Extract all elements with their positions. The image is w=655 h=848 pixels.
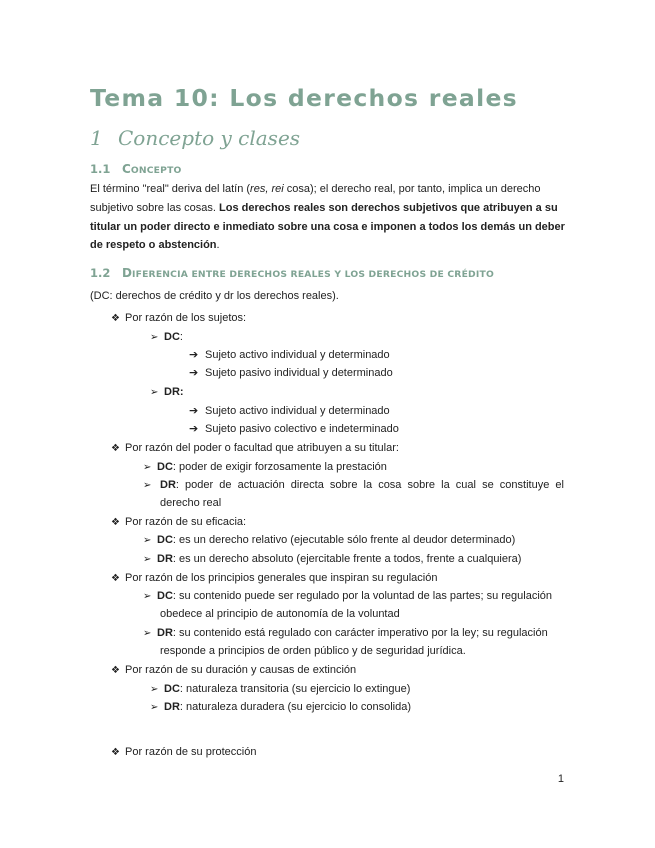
concept-definition: Los derechos reales son derechos subjetivos que atribuyen a su titular un poder directo e inmediato sobre una cosa e imponen a todos los demás un deber de respeto o abstención xyxy=(90,201,565,252)
sujetos-dr xyxy=(150,385,184,400)
list-item-proteccion xyxy=(111,745,256,760)
sujetos-dc xyxy=(150,330,183,345)
chevron-bullet-icon: ➢ xyxy=(143,628,152,639)
principios-dc xyxy=(143,589,552,604)
list-item-label: Por razón de su duración y causas de extinción xyxy=(125,664,357,676)
chevron-bullet-icon: ➢ xyxy=(150,332,159,343)
section-heading-1 xyxy=(90,126,300,150)
diamond-bullet-icon: ❖ xyxy=(111,443,120,454)
concept-paragraph xyxy=(90,180,568,255)
arrow-bullet-icon: ➔ xyxy=(189,423,199,435)
dr-label: DR xyxy=(164,701,180,713)
chevron-bullet-icon: ➢ xyxy=(150,684,159,695)
sujetos-dr-item-2 xyxy=(189,422,399,436)
eficacia-dc xyxy=(143,533,515,548)
section-title: Concepto y clases xyxy=(118,126,301,150)
item-text: : su contenido está regulado con carácter imperativo por la ley; su regulación xyxy=(172,627,548,639)
dr-label: DR: xyxy=(164,386,184,398)
colon: : xyxy=(179,331,183,343)
sujetos-dc-item-1 xyxy=(189,348,390,362)
eficacia-dr xyxy=(143,552,521,567)
subsection-number: 1.2 xyxy=(90,266,111,280)
latin-term: res, rei xyxy=(250,183,284,195)
concept-text-1: El término "real" deriva del latín ( xyxy=(90,183,251,195)
duracion-dc xyxy=(150,682,410,697)
dr-label: DR xyxy=(157,627,173,639)
item-text: : es un derecho relativo (ejecutable sólo frente al deudor determinado) xyxy=(172,534,516,546)
principios-dc-line-2: obedece al principio de autonomía de la voluntad xyxy=(160,608,400,620)
duracion-dr xyxy=(150,700,411,715)
chevron-bullet-icon: ➢ xyxy=(143,462,152,473)
diamond-bullet-icon: ❖ xyxy=(111,313,120,324)
list-item-label: Por razón de su protección xyxy=(125,746,257,758)
list-item-poder xyxy=(111,441,399,456)
subsection-title-initial: C xyxy=(122,162,131,176)
dc-label: DC xyxy=(157,590,173,602)
item-text: : naturaleza transitoria (su ejercicio lo extingue) xyxy=(179,683,411,695)
poder-dr-line-1 xyxy=(160,478,564,492)
list-item-label: Por razón de su eficacia: xyxy=(125,516,247,528)
subsection-heading-1-2 xyxy=(90,266,494,280)
poder-dc xyxy=(143,460,387,475)
list-item-principios xyxy=(111,571,437,586)
sujetos-dr-item-1 xyxy=(189,404,390,418)
list-item-label: Por razón de los principios generales que inspiran su regulación xyxy=(125,572,438,584)
arrow-bullet-icon: ➔ xyxy=(189,349,199,361)
item-text: Sujeto pasivo colectivo e indeterminado xyxy=(205,423,399,435)
poder-dr-line-2: derecho real xyxy=(160,497,222,509)
arrow-bullet-icon: ➔ xyxy=(189,367,199,379)
diamond-bullet-icon: ❖ xyxy=(111,517,120,528)
item-text: Sujeto pasivo individual y determinado xyxy=(205,367,393,379)
dr-label: DR xyxy=(160,479,176,491)
diamond-bullet-icon: ❖ xyxy=(111,747,120,758)
list-item-sujetos xyxy=(111,311,246,326)
subsection-title-rest: IFERENCIA ENTRE DERECHOS REALES Y LOS DERECHOS DE CRÉDITO xyxy=(131,269,494,280)
dc-label: DC xyxy=(157,461,173,473)
abbreviation-note: (DC: derechos de crédito y dr los derechos reales). xyxy=(90,290,339,302)
item-text: : naturaleza duradera (su ejercicio lo consolida) xyxy=(179,701,412,713)
chevron-bullet-icon: ➢ xyxy=(143,535,152,546)
item-text: : su contenido puede ser regulado por la voluntad de las partes; su regulación xyxy=(172,590,553,602)
sujetos-dc-item-2 xyxy=(189,366,393,380)
section-number: 1 xyxy=(90,126,103,150)
page-title: Tema 10: Los derechos reales xyxy=(90,84,518,112)
dc-label: DC xyxy=(164,331,180,343)
subsection-number: 1.1 xyxy=(90,162,111,176)
subsection-title-rest: ONCEPTO xyxy=(130,165,182,176)
dc-label: DC xyxy=(164,683,180,695)
principios-dr xyxy=(143,626,548,641)
chevron-bullet-icon: ➢ xyxy=(150,387,159,398)
subsection-heading-1-1 xyxy=(90,162,182,176)
subsection-title-initial: D xyxy=(122,266,132,280)
list-item-eficacia xyxy=(111,515,246,530)
item-text: : es un derecho absoluto (ejercitable frente a todos, frente a cualquiera) xyxy=(172,553,522,565)
list-item-label: Por razón del poder o facultad que atribuyen a su titular: xyxy=(125,442,399,454)
chevron-bullet-icon: ➢ xyxy=(150,702,159,713)
item-text: : poder de actuación directa sobre la cosa sobre la cual se constituye el xyxy=(175,479,564,491)
item-text: : poder de exigir forzosamente la prestación xyxy=(172,461,387,473)
chevron-bullet-icon: ➢ xyxy=(143,480,152,491)
principios-dr-line-2: responde a principios de orden público y de seguridad jurídica. xyxy=(160,645,466,657)
item-text: Sujeto activo individual y determinado xyxy=(205,405,390,417)
diamond-bullet-icon: ❖ xyxy=(111,665,120,676)
dc-label: DC xyxy=(157,534,173,546)
dr-label: DR xyxy=(157,553,173,565)
page-number: 1 xyxy=(557,773,564,785)
arrow-bullet-icon: ➔ xyxy=(189,405,199,417)
item-text: Sujeto activo individual y determinado xyxy=(205,349,390,361)
list-item-duracion xyxy=(111,663,356,678)
poder-dr xyxy=(143,478,157,493)
concept-text-2: cosa); el derecho real, por tanto, implica un derecho subjetivo sobre las cosas. xyxy=(90,183,541,214)
chevron-bullet-icon: ➢ xyxy=(143,591,152,602)
diamond-bullet-icon: ❖ xyxy=(111,573,120,584)
chevron-bullet-icon: ➢ xyxy=(143,554,152,565)
concept-end: . xyxy=(216,239,220,252)
list-item-label: Por razón de los sujetos: xyxy=(125,312,247,324)
